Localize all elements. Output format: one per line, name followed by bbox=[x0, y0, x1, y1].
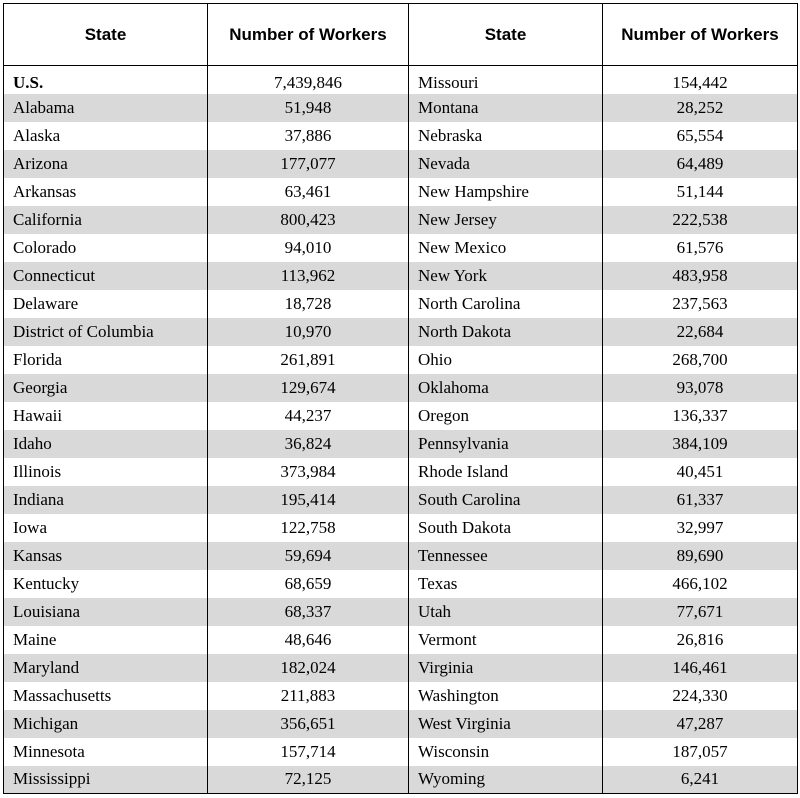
header-row bbox=[4, 4, 798, 66]
state-cell: Delaware bbox=[4, 290, 208, 318]
workers-cell: 182,024 bbox=[208, 654, 409, 682]
workers-cell: 22,684 bbox=[603, 318, 798, 346]
workers-cell: 268,700 bbox=[603, 346, 798, 374]
state-cell: Arizona bbox=[4, 150, 208, 178]
workers-cell: 800,423 bbox=[208, 206, 409, 234]
state-cell: Tennessee bbox=[409, 542, 603, 570]
header-state-left: State bbox=[4, 4, 208, 66]
workers-cell: 59,694 bbox=[208, 542, 409, 570]
table-row bbox=[4, 374, 798, 402]
workers-cell: 65,554 bbox=[603, 122, 798, 150]
state-cell: Hawaii bbox=[4, 402, 208, 430]
workers-cell: 136,337 bbox=[603, 402, 798, 430]
state-cell: Washington bbox=[409, 682, 603, 710]
state-cell: Oregon bbox=[409, 402, 603, 430]
table-row bbox=[4, 486, 798, 514]
state-cell: Oklahoma bbox=[409, 374, 603, 402]
workers-cell: 466,102 bbox=[603, 570, 798, 598]
table-row bbox=[4, 654, 798, 682]
state-cell: Georgia bbox=[4, 374, 208, 402]
state-cell: California bbox=[4, 206, 208, 234]
workers-cell: 51,144 bbox=[603, 178, 798, 206]
state-cell: Maryland bbox=[4, 654, 208, 682]
state-cell: Michigan bbox=[4, 710, 208, 738]
state-cell: Texas bbox=[409, 570, 603, 598]
workers-cell: 18,728 bbox=[208, 290, 409, 318]
workers-cell: 356,651 bbox=[208, 710, 409, 738]
workers-cell: 122,758 bbox=[208, 514, 409, 542]
header-workers-left: Number of Workers bbox=[208, 4, 409, 66]
workers-cell: 72,125 bbox=[208, 766, 409, 794]
header-workers-right: Number of Workers bbox=[603, 4, 798, 66]
state-cell: Virginia bbox=[409, 654, 603, 682]
workers-cell: 63,461 bbox=[208, 178, 409, 206]
table-row bbox=[4, 738, 798, 766]
table-row bbox=[4, 262, 798, 290]
table-row bbox=[4, 766, 798, 794]
workers-cell: 68,337 bbox=[208, 598, 409, 626]
state-cell: Nevada bbox=[409, 150, 603, 178]
table-row bbox=[4, 710, 798, 738]
workers-cell: 10,970 bbox=[208, 318, 409, 346]
state-cell: Alabama bbox=[4, 94, 208, 122]
state-cell: Montana bbox=[409, 94, 603, 122]
state-cell: District of Columbia bbox=[4, 318, 208, 346]
table-row bbox=[4, 178, 798, 206]
workers-cell: 89,690 bbox=[603, 542, 798, 570]
workers-cell: 93,078 bbox=[603, 374, 798, 402]
workers-cell: 113,962 bbox=[208, 262, 409, 290]
state-cell: Rhode Island bbox=[409, 458, 603, 486]
state-cell: Wisconsin bbox=[409, 738, 603, 766]
workers-cell: 222,538 bbox=[603, 206, 798, 234]
workers-cell: 154,442 bbox=[603, 66, 798, 94]
workers-cell: 237,563 bbox=[603, 290, 798, 318]
state-cell: South Dakota bbox=[409, 514, 603, 542]
state-cell: Mississippi bbox=[4, 766, 208, 794]
table-row bbox=[4, 626, 798, 654]
state-cell: Florida bbox=[4, 346, 208, 374]
table-row bbox=[4, 206, 798, 234]
state-cell: Utah bbox=[409, 598, 603, 626]
state-cell: Vermont bbox=[409, 626, 603, 654]
workers-cell: 37,886 bbox=[208, 122, 409, 150]
table-row bbox=[4, 682, 798, 710]
state-cell: Alaska bbox=[4, 122, 208, 150]
state-cell: Wyoming bbox=[409, 766, 603, 794]
workers-by-state-table bbox=[3, 3, 798, 794]
workers-cell: 7,439,846 bbox=[208, 66, 409, 94]
workers-cell: 47,287 bbox=[603, 710, 798, 738]
workers-cell: 61,337 bbox=[603, 486, 798, 514]
state-cell: New Mexico bbox=[409, 234, 603, 262]
header-state-right: State bbox=[409, 4, 603, 66]
workers-cell: 64,489 bbox=[603, 150, 798, 178]
workers-cell: 224,330 bbox=[603, 682, 798, 710]
table-row bbox=[4, 94, 798, 122]
table-row bbox=[4, 346, 798, 374]
table-row bbox=[4, 430, 798, 458]
state-cell: New Jersey bbox=[409, 206, 603, 234]
workers-cell: 187,057 bbox=[603, 738, 798, 766]
workers-cell: 26,816 bbox=[603, 626, 798, 654]
state-cell: West Virginia bbox=[409, 710, 603, 738]
workers-cell: 36,824 bbox=[208, 430, 409, 458]
workers-cell: 44,237 bbox=[208, 402, 409, 430]
state-cell: Massachusetts bbox=[4, 682, 208, 710]
workers-cell: 483,958 bbox=[603, 262, 798, 290]
state-cell: Indiana bbox=[4, 486, 208, 514]
state-cell: Nebraska bbox=[409, 122, 603, 150]
state-cell: Missouri bbox=[409, 66, 603, 94]
table-row bbox=[4, 402, 798, 430]
table-row bbox=[4, 542, 798, 570]
state-cell: Louisiana bbox=[4, 598, 208, 626]
state-cell: Arkansas bbox=[4, 178, 208, 206]
state-cell: North Dakota bbox=[409, 318, 603, 346]
state-cell: North Carolina bbox=[409, 290, 603, 318]
table-body bbox=[4, 66, 798, 794]
workers-cell: 6,241 bbox=[603, 766, 798, 794]
workers-cell: 146,461 bbox=[603, 654, 798, 682]
workers-cell: 40,451 bbox=[603, 458, 798, 486]
workers-cell: 261,891 bbox=[208, 346, 409, 374]
workers-cell: 61,576 bbox=[603, 234, 798, 262]
state-cell: South Carolina bbox=[409, 486, 603, 514]
table-row bbox=[4, 290, 798, 318]
state-cell: Idaho bbox=[4, 430, 208, 458]
state-cell: New Hampshire bbox=[409, 178, 603, 206]
state-cell: Kansas bbox=[4, 542, 208, 570]
table-row bbox=[4, 570, 798, 598]
state-cell: Pennsylvania bbox=[409, 430, 603, 458]
table-row bbox=[4, 318, 798, 346]
table-row bbox=[4, 598, 798, 626]
table-row bbox=[4, 122, 798, 150]
state-cell: Kentucky bbox=[4, 570, 208, 598]
workers-cell: 28,252 bbox=[603, 94, 798, 122]
workers-cell: 48,646 bbox=[208, 626, 409, 654]
state-cell: Ohio bbox=[409, 346, 603, 374]
workers-cell: 177,077 bbox=[208, 150, 409, 178]
table-row bbox=[4, 458, 798, 486]
workers-cell: 68,659 bbox=[208, 570, 409, 598]
state-cell: Iowa bbox=[4, 514, 208, 542]
workers-cell: 77,671 bbox=[603, 598, 798, 626]
state-cell: Colorado bbox=[4, 234, 208, 262]
workers-cell: 129,674 bbox=[208, 374, 409, 402]
table-row bbox=[4, 234, 798, 262]
state-cell: Maine bbox=[4, 626, 208, 654]
workers-cell: 32,997 bbox=[603, 514, 798, 542]
workers-cell: 384,109 bbox=[603, 430, 798, 458]
workers-cell: 94,010 bbox=[208, 234, 409, 262]
state-cell: New York bbox=[409, 262, 603, 290]
state-cell: Illinois bbox=[4, 458, 208, 486]
workers-cell: 195,414 bbox=[208, 486, 409, 514]
workers-cell: 157,714 bbox=[208, 738, 409, 766]
table-row bbox=[4, 150, 798, 178]
workers-cell: 211,883 bbox=[208, 682, 409, 710]
workers-cell: 51,948 bbox=[208, 94, 409, 122]
state-cell: U.S. bbox=[4, 66, 208, 94]
table-row bbox=[4, 66, 798, 94]
state-cell: Minnesota bbox=[4, 738, 208, 766]
state-cell: Connecticut bbox=[4, 262, 208, 290]
workers-cell: 373,984 bbox=[208, 458, 409, 486]
table-row bbox=[4, 514, 798, 542]
